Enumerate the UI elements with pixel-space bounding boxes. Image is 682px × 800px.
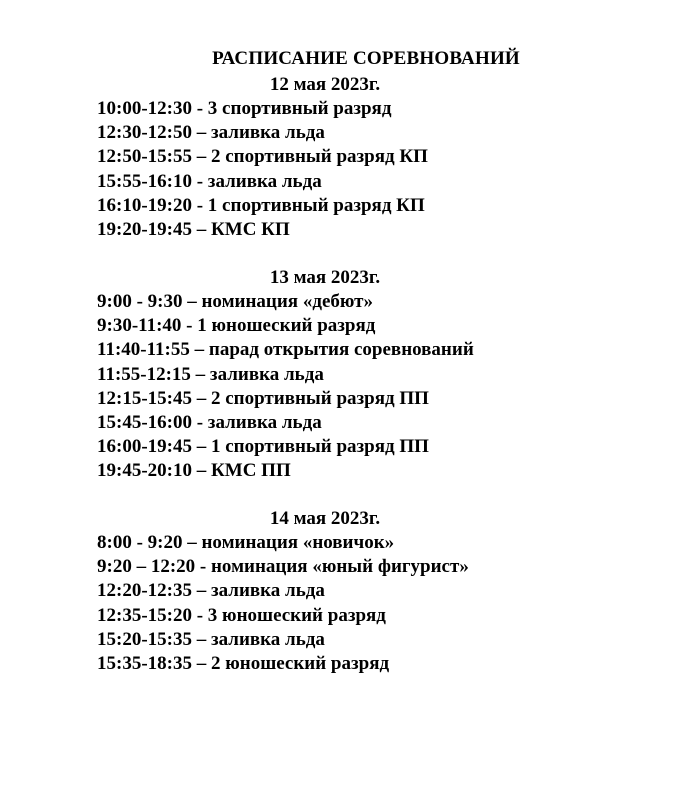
event-item: 19:20-19:45 – КМС КП <box>97 218 290 240</box>
event-item: 12:50-15:55 – 2 спортивный разряд КП <box>97 146 428 168</box>
event-item: 9:00 - 9:30 – номинация «дебют» <box>97 291 373 312</box>
event-item: 15:45-16:00 - заливка льда <box>97 411 322 433</box>
event-item: 16:00-19:45 – 1 спортивный разряд ПП <box>97 436 429 458</box>
event-list <box>97 531 469 676</box>
event-item: 12:35-15:20 - 3 юношеский разряд <box>97 604 386 626</box>
event-list <box>97 290 474 484</box>
event-item: 16:10-19:20 - 1 спортивный разряд КП <box>97 194 425 216</box>
event-item: 9:20 – 12:20 - номинация «юный фигурист» <box>97 556 469 578</box>
day-heading: 13 мая 2023г. <box>269 267 381 288</box>
event-item: 11:55-12:15 – заливка льда <box>97 363 324 385</box>
day-heading: 12 мая 2023г. <box>269 74 381 95</box>
event-item: 15:35-18:35 – 2 юношеский разряд <box>97 652 390 674</box>
event-item: 8:00 - 9:20 – номинация «новичок» <box>97 532 395 553</box>
event-item: 12:15-15:45 – 2 спортивный разряд ПП <box>97 387 429 409</box>
event-item: 12:30-12:50 – заливка льда <box>97 122 325 144</box>
schedule-title: РАСПИСАНИЕ СОРЕВНОВАНИЙ <box>212 48 520 69</box>
event-item: 15:20-15:35 – заливка льда <box>97 628 325 650</box>
day-heading: 14 мая 2023г. <box>269 508 381 529</box>
event-list <box>97 97 428 242</box>
event-item: 9:30-11:40 - 1 юношеский разряд <box>97 315 376 337</box>
event-item: 10:00-12:30 - 3 спортивный разряд <box>97 98 392 119</box>
event-item: 12:20-12:35 – заливка льда <box>97 580 325 602</box>
event-item: 15:55-16:10 - заливка льда <box>97 170 322 192</box>
event-item: 19:45-20:10 – КМС ПП <box>97 460 291 482</box>
event-item: 11:40-11:55 – парад открытия соревнований <box>97 339 474 361</box>
